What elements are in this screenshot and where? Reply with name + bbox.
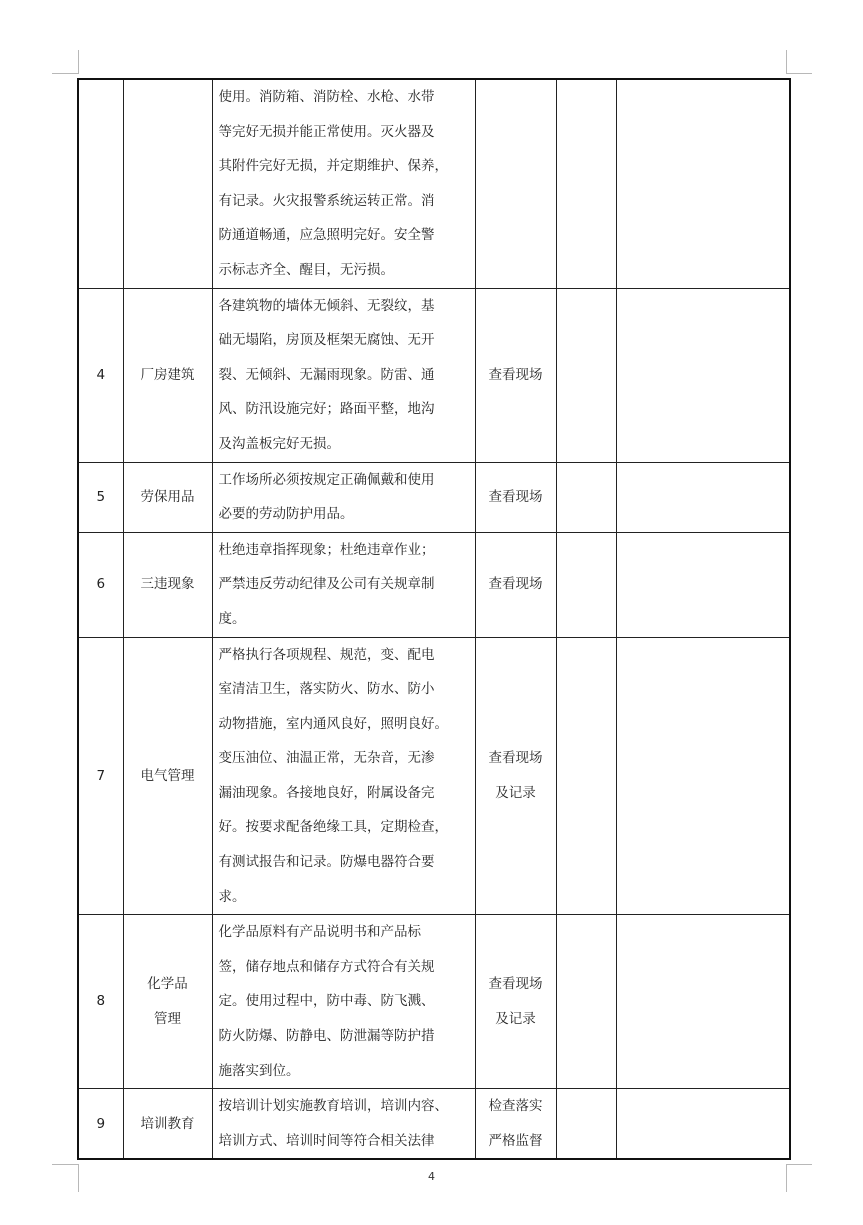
check-item-cell xyxy=(123,462,212,532)
check-item-cell xyxy=(123,79,212,288)
item-number-cell: 8 xyxy=(78,915,123,1089)
crop-mark-bottom-left-h xyxy=(52,1164,78,1165)
inspection-table xyxy=(77,78,791,1160)
standard-line: 漏油现象。各接地良好，附属设备完 xyxy=(218,784,435,801)
standard-line: 其附件完好无损，并定期维护、保养， xyxy=(218,158,448,175)
crop-mark-top-left-v xyxy=(78,50,79,74)
check-item-line: 劳保用品 xyxy=(140,488,195,505)
standard-cell xyxy=(212,532,475,637)
result-cell xyxy=(556,462,616,532)
table-row xyxy=(78,532,790,637)
method-line: 查看现场 xyxy=(488,750,543,767)
method-line: 查看现场 xyxy=(488,576,543,593)
table-row xyxy=(78,637,790,915)
standard-cell xyxy=(212,637,475,915)
standard-line: 有测试报告和记录。防爆电器符合要 xyxy=(218,854,435,871)
crop-mark-top-right-h xyxy=(786,73,812,74)
standard-line: 好。按要求配备绝缘工具，定期检查， xyxy=(218,819,448,836)
page-number: 4 xyxy=(428,1170,435,1183)
check-item-line: 培训教育 xyxy=(140,1115,195,1132)
standard-line: 防通道畅通，应急照明完好。安全警 xyxy=(218,227,435,244)
check-item-line: 管理 xyxy=(154,1010,181,1027)
table-row xyxy=(78,79,790,288)
standard-line: 及沟盖板完好无损。 xyxy=(218,435,340,452)
check-item-cell xyxy=(123,532,212,637)
result-cell xyxy=(556,915,616,1089)
table-row xyxy=(78,462,790,532)
method-line: 查看现场 xyxy=(488,976,543,993)
standard-line: 变压油位、油温正常，无杂音，无渗 xyxy=(218,750,435,767)
standard-line: 定。使用过程中，防中毒、防飞溅、 xyxy=(218,993,435,1010)
crop-mark-top-right-v xyxy=(786,50,787,74)
item-number-cell xyxy=(78,79,123,288)
standard-line: 必要的劳动防护用品。 xyxy=(218,506,354,523)
remark-cell xyxy=(616,532,790,637)
method-line: 查看现场 xyxy=(488,366,543,383)
standard-line: 等完好无损并能正常使用。灭火器及 xyxy=(218,123,435,140)
standard-line: 础无塌陷，房顶及框架无腐蚀、无开 xyxy=(218,332,435,349)
standard-cell xyxy=(212,288,475,462)
standard-line: 风、防汛设施完好；路面平整，地沟 xyxy=(218,401,435,418)
method-line: 及记录 xyxy=(495,784,536,801)
item-number-cell: 6 xyxy=(78,532,123,637)
check-item-line: 厂房建筑 xyxy=(140,366,195,383)
remark-cell xyxy=(616,1089,790,1160)
remark-cell xyxy=(616,637,790,915)
standard-line: 各建筑物的墙体无倾斜、无裂纹，基 xyxy=(218,297,435,314)
check-item-cell xyxy=(123,637,212,915)
standard-line: 示标志齐全、醒目，无污损。 xyxy=(218,261,394,278)
method-line: 检查落实 xyxy=(488,1098,543,1115)
remark-cell xyxy=(616,462,790,532)
remark-cell xyxy=(616,288,790,462)
method-cell xyxy=(475,462,556,532)
table-row xyxy=(78,915,790,1089)
standard-cell xyxy=(212,1089,475,1160)
method-cell xyxy=(475,915,556,1089)
check-item-line: 电气管理 xyxy=(140,767,195,784)
standard-line: 工作场所必须按规定正确佩戴和使用 xyxy=(218,471,435,488)
standard-line: 化学品原料有产品说明书和产品标 xyxy=(218,924,421,941)
standard-line: 防火防爆、防静电、防泄漏等防护措 xyxy=(218,1028,435,1045)
standard-line: 按培训计划实施教育培训，培训内容、 xyxy=(218,1098,448,1115)
check-item-line: 化学品 xyxy=(147,976,188,993)
standard-line: 求。 xyxy=(218,888,246,905)
standard-line: 室清洁卫生，落实防火、防水、防小 xyxy=(218,681,435,698)
standard-line: 动物措施，室内通风良好，照明良好。 xyxy=(218,715,448,732)
item-number-cell: 4 xyxy=(78,288,123,462)
standard-line: 使用。消防箱、消防栓、水枪、水带 xyxy=(218,89,435,105)
method-cell xyxy=(475,288,556,462)
standard-cell xyxy=(212,915,475,1089)
item-number-cell: 7 xyxy=(78,637,123,915)
check-item-line: 三违现象 xyxy=(140,576,195,593)
standard-line: 裂、无倾斜、无漏雨现象。防雷、通 xyxy=(218,366,435,383)
standard-line: 度。 xyxy=(218,610,246,627)
crop-mark-top-left-h xyxy=(52,73,78,74)
method-line: 及记录 xyxy=(495,1010,536,1027)
table-body xyxy=(78,79,790,1159)
result-cell xyxy=(556,79,616,288)
table-row xyxy=(78,1089,790,1160)
check-item-cell xyxy=(123,915,212,1089)
check-item-cell xyxy=(123,1089,212,1160)
standard-line: 严格执行各项规程、规范，变、配电 xyxy=(218,646,435,663)
result-cell xyxy=(556,532,616,637)
remark-cell xyxy=(616,79,790,288)
check-item-cell xyxy=(123,288,212,462)
method-cell xyxy=(475,637,556,915)
standard-line: 杜绝违章指挥现象；杜绝违章作业； xyxy=(218,541,435,558)
standard-cell xyxy=(212,79,475,288)
standard-cell xyxy=(212,462,475,532)
standard-line: 有记录。火灾报警系统运转正常。消 xyxy=(218,192,435,209)
crop-mark-bottom-right-h xyxy=(786,1164,812,1165)
result-cell xyxy=(556,637,616,915)
method-cell xyxy=(475,79,556,288)
result-cell xyxy=(556,1089,616,1160)
method-cell xyxy=(475,1089,556,1160)
standard-line: 施落实到位。 xyxy=(218,1062,300,1079)
method-line: 查看现场 xyxy=(488,488,543,505)
table-row xyxy=(78,288,790,462)
result-cell xyxy=(556,288,616,462)
standard-line: 严禁违反劳动纪律及公司有关规章制 xyxy=(218,576,435,593)
method-cell xyxy=(475,532,556,637)
remark-cell xyxy=(616,915,790,1089)
standard-line: 培训方式、培训时间等符合相关法律 xyxy=(218,1132,435,1149)
standard-line: 签，储存地点和储存方式符合有关规 xyxy=(218,958,435,975)
item-number-cell: 9 xyxy=(78,1089,123,1160)
item-number-cell: 5 xyxy=(78,462,123,532)
method-line: 严格监督 xyxy=(488,1132,543,1149)
